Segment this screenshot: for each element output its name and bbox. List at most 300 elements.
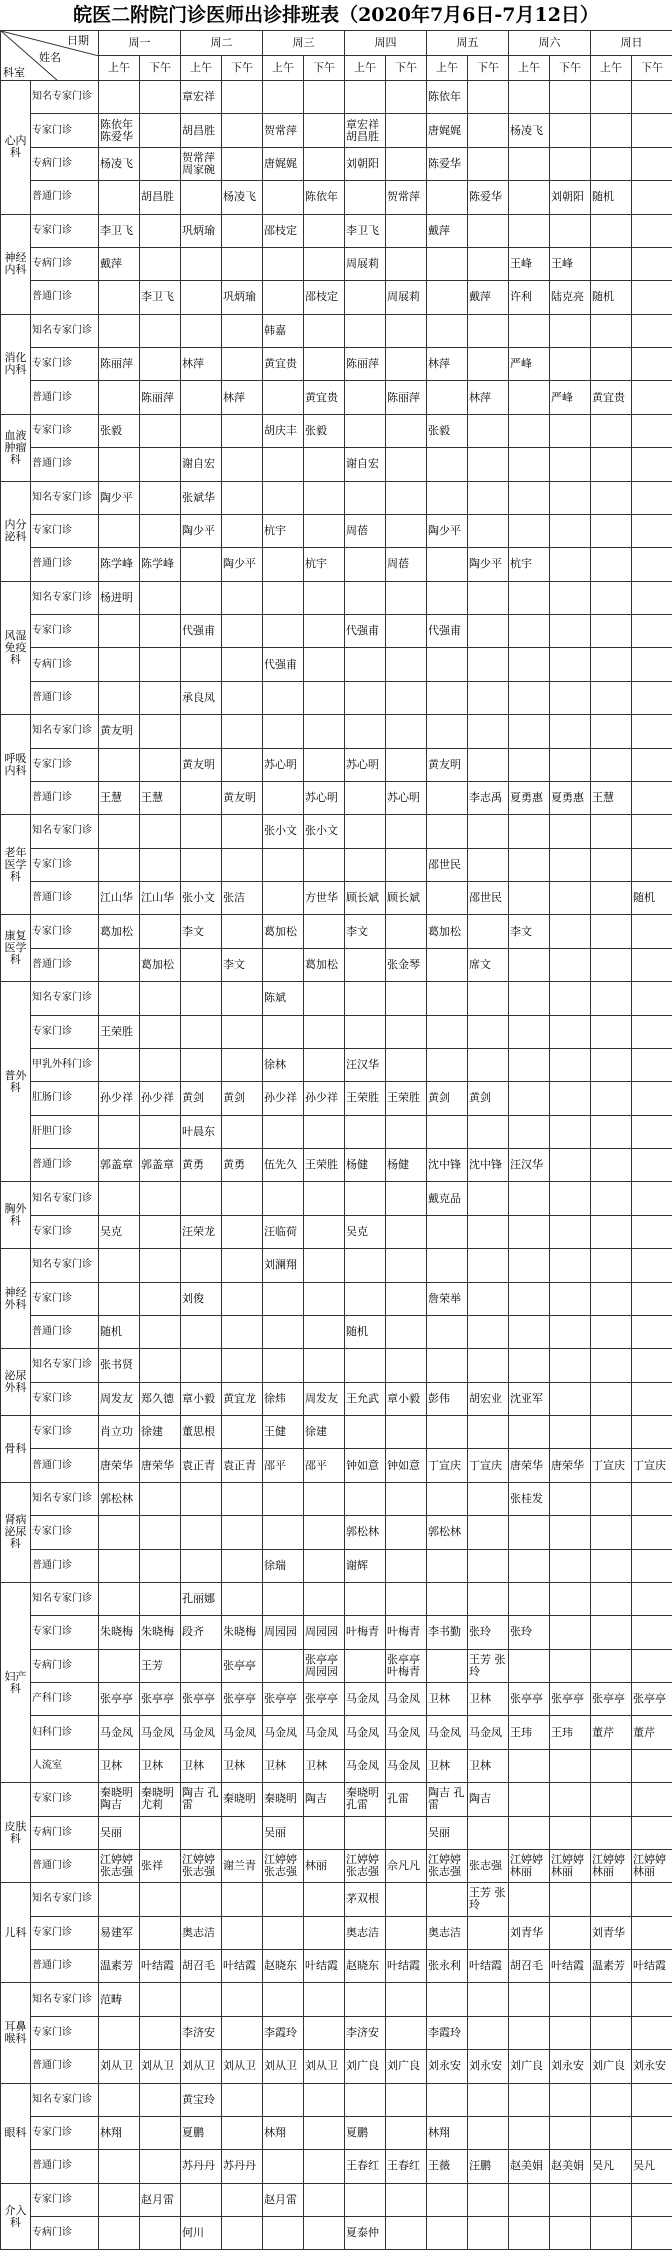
doctor-cell: 秦晓明 孔雷 <box>345 1783 386 1816</box>
doctor-cell <box>591 748 632 781</box>
doctor-cell: 顾长斌 <box>345 882 386 915</box>
doctor-cell: 胡召毛 <box>181 1950 222 1983</box>
doctor-cell <box>591 2217 632 2250</box>
doctor-cell <box>386 81 427 114</box>
table-row <box>1 1382 672 1415</box>
doctor-cell <box>550 615 591 648</box>
clinic-type: 专家门诊 <box>31 1282 99 1315</box>
doctor-cell: 李霞玲 <box>427 2016 468 2049</box>
doctor-cell <box>222 1816 263 1849</box>
doctor-cell <box>591 2116 632 2149</box>
doctor-cell <box>509 848 550 881</box>
doctor-cell <box>386 748 427 781</box>
clinic-type: 知名专家门诊 <box>31 1482 99 1515</box>
clinic-type: 普通门诊 <box>31 1315 99 1348</box>
doctor-cell <box>263 1916 304 1949</box>
doctor-cell <box>140 648 181 681</box>
department-name: 风湿免疫科 <box>1 581 31 715</box>
doctor-cell <box>468 114 509 147</box>
doctor-cell <box>632 214 672 247</box>
doctor-cell: 叶结霞 <box>140 1950 181 1983</box>
table-row <box>1 1883 672 1916</box>
doctor-cell <box>222 1115 263 1148</box>
doctor-cell <box>591 1048 632 1081</box>
table-row <box>1 247 672 280</box>
doctor-cell: 陈丽萍 <box>140 381 181 414</box>
department-name: 介入科 <box>1 2183 31 2250</box>
doctor-cell: 范畴 <box>99 1983 140 2016</box>
doctor-cell: 王允武 <box>345 1382 386 1415</box>
doctor-cell: 叶结霞 <box>304 1950 345 1983</box>
doctor-cell <box>591 1249 632 1282</box>
doctor-cell <box>263 448 304 481</box>
doctor-cell: 杨凌飞 <box>222 181 263 214</box>
doctor-cell: 江山华 <box>99 882 140 915</box>
doctor-cell <box>427 882 468 915</box>
doctor-cell <box>140 414 181 447</box>
doctor-cell: 江婷婷 张志强 <box>427 1849 468 1882</box>
doctor-cell <box>509 214 550 247</box>
doctor-cell <box>304 1115 345 1148</box>
doctor-cell <box>263 2083 304 2116</box>
table-row <box>1 2083 672 2116</box>
doctor-cell: 徐炜 <box>263 1382 304 1415</box>
doctor-cell <box>304 982 345 1015</box>
doctor-cell <box>222 481 263 514</box>
doctor-cell: 王芳 张玲 <box>468 1649 509 1682</box>
table-row <box>1 448 672 481</box>
doctor-cell <box>99 1582 140 1615</box>
doctor-cell: 刘永安 <box>550 2050 591 2083</box>
doctor-cell <box>386 1015 427 1048</box>
doctor-cell <box>386 815 427 848</box>
doctor-cell: 马金凤 <box>386 1749 427 1782</box>
doctor-cell <box>509 1649 550 1682</box>
doctor-cell <box>509 715 550 748</box>
header-corner <box>1 31 99 81</box>
department-name: 内分泌科 <box>1 481 31 581</box>
doctor-cell <box>140 1215 181 1248</box>
doctor-cell: 张小文 <box>304 815 345 848</box>
clinic-type: 专家门诊 <box>31 848 99 881</box>
doctor-cell: 张金琴 <box>386 948 427 981</box>
clinic-type: 肝胆门诊 <box>31 1115 99 1148</box>
doctor-cell: 代强甫 <box>263 648 304 681</box>
doctor-cell <box>386 348 427 381</box>
doctor-cell: 林萍 <box>181 348 222 381</box>
day-header: 周四 <box>345 31 427 56</box>
doctor-cell: 苏丹丹 <box>222 2150 263 2183</box>
doctor-cell: 王峰 <box>550 247 591 280</box>
doctor-cell: 代强甫 <box>427 615 468 648</box>
doctor-cell <box>222 1983 263 2016</box>
doctor-cell <box>591 1816 632 1849</box>
doctor-cell <box>222 514 263 547</box>
doctor-cell <box>345 581 386 614</box>
table-row <box>1 1115 672 1148</box>
doctor-cell <box>509 2217 550 2250</box>
doctor-cell: 章宏祥 胡昌胜 <box>345 114 386 147</box>
doctor-cell: 江婷婷 林丽 <box>509 1849 550 1882</box>
doctor-cell: 承良凤 <box>181 681 222 714</box>
pm-header: 下午 <box>386 56 427 81</box>
doctor-cell <box>222 748 263 781</box>
clinic-type: 专家门诊 <box>31 1382 99 1415</box>
doctor-cell <box>509 514 550 547</box>
doctor-cell <box>386 1315 427 1348</box>
doctor-cell <box>386 2083 427 2116</box>
doctor-cell <box>386 2016 427 2049</box>
department-name: 老年医学科 <box>1 815 31 915</box>
doctor-cell <box>550 1149 591 1182</box>
doctor-cell: 陶吉 孔雷 <box>181 1783 222 1816</box>
doctor-cell <box>222 915 263 948</box>
name-label: 姓名 <box>39 51 61 64</box>
doctor-cell <box>550 2183 591 2216</box>
doctor-cell <box>632 1015 672 1048</box>
doctor-cell <box>345 1983 386 2016</box>
doctor-cell <box>550 982 591 1015</box>
doctor-cell: 李文 <box>509 915 550 948</box>
table-row <box>1 81 672 114</box>
doctor-cell: 胡昌胜 <box>140 181 181 214</box>
doctor-cell: 贺常萍 <box>386 181 427 214</box>
doctor-cell <box>140 2150 181 2183</box>
doctor-cell <box>550 1549 591 1582</box>
doctor-cell: 赵月雷 <box>263 2183 304 2216</box>
doctor-cell <box>632 1983 672 2016</box>
doctor-cell <box>263 548 304 581</box>
doctor-cell <box>632 581 672 614</box>
table-row <box>1 1649 672 1682</box>
table-row <box>1 1048 672 1081</box>
doctor-cell: 江婷婷 林丽 <box>550 1849 591 1882</box>
doctor-cell: 陆克亮 <box>550 281 591 314</box>
doctor-cell <box>140 448 181 481</box>
doctor-cell: 徐建 <box>140 1416 181 1449</box>
doctor-cell <box>509 1516 550 1549</box>
doctor-cell <box>99 1115 140 1148</box>
doctor-cell <box>550 1616 591 1649</box>
doctor-cell <box>386 715 427 748</box>
doctor-cell <box>632 1115 672 1148</box>
doctor-cell <box>304 748 345 781</box>
doctor-cell <box>99 2150 140 2183</box>
doctor-cell <box>468 715 509 748</box>
doctor-cell: 胡召毛 <box>509 1950 550 1983</box>
table-row <box>1 1816 672 1849</box>
doctor-cell: 何川 <box>181 2217 222 2250</box>
doctor-cell <box>345 1416 386 1449</box>
doctor-cell <box>591 448 632 481</box>
doctor-cell <box>591 1983 632 2016</box>
doctor-cell: 葛加松 <box>99 915 140 948</box>
clinic-type: 普通门诊 <box>31 1149 99 1182</box>
doctor-cell <box>263 781 304 814</box>
table-row <box>1 1516 672 1549</box>
doctor-cell <box>468 848 509 881</box>
doctor-cell <box>632 114 672 147</box>
doctor-cell <box>550 1749 591 1782</box>
doctor-cell <box>386 1582 427 1615</box>
doctor-cell: 刘从卫 <box>99 2050 140 2083</box>
doctor-cell: 叶结霞 <box>550 1950 591 1983</box>
doctor-cell: 贺常萍 <box>263 114 304 147</box>
doctor-cell <box>181 848 222 881</box>
doctor-cell <box>427 1349 468 1382</box>
doctor-cell <box>222 1549 263 1582</box>
doctor-cell <box>181 314 222 347</box>
table-row <box>1 1149 672 1182</box>
doctor-cell: 周展莉 <box>345 247 386 280</box>
doctor-cell <box>632 2083 672 2116</box>
table-row <box>1 1916 672 1949</box>
doctor-cell <box>181 648 222 681</box>
day-header: 周一 <box>99 31 181 56</box>
doctor-cell <box>99 1182 140 1215</box>
doctor-cell: 丁宣庆 <box>468 1449 509 1482</box>
doctor-cell <box>181 1048 222 1081</box>
clinic-type: 普通门诊 <box>31 2050 99 2083</box>
clinic-type: 普通门诊 <box>31 882 99 915</box>
doctor-cell <box>509 181 550 214</box>
doctor-cell <box>140 748 181 781</box>
doctor-cell <box>222 2217 263 2250</box>
doctor-cell: 孙少祥 <box>99 1082 140 1115</box>
doctor-cell <box>140 348 181 381</box>
doctor-cell <box>140 1983 181 2016</box>
table-row <box>1 915 672 948</box>
doctor-cell: 王荣胜 <box>304 1149 345 1182</box>
doctor-cell: 张小文 <box>181 882 222 915</box>
doctor-cell: 夏鹏 <box>181 2116 222 2149</box>
doctor-cell <box>181 281 222 314</box>
doctor-cell <box>468 514 509 547</box>
doctor-cell <box>99 1549 140 1582</box>
table-row <box>1 381 672 414</box>
doctor-cell <box>345 481 386 514</box>
doctor-cell <box>427 1215 468 1248</box>
doctor-cell <box>632 815 672 848</box>
table-row <box>1 715 672 748</box>
doctor-cell <box>140 1549 181 1582</box>
doctor-cell <box>591 948 632 981</box>
doctor-cell: 陈爱华 <box>427 147 468 180</box>
doctor-cell <box>468 1282 509 1315</box>
doctor-cell <box>468 815 509 848</box>
doctor-cell <box>468 1416 509 1449</box>
doctor-cell <box>468 2217 509 2250</box>
doctor-cell <box>345 2083 386 2116</box>
doctor-cell <box>386 615 427 648</box>
clinic-type: 专家门诊 <box>31 214 99 247</box>
doctor-cell: 秦晓明 陶吉 <box>99 1783 140 1816</box>
doctor-cell <box>468 2183 509 2216</box>
doctor-cell <box>591 348 632 381</box>
doctor-cell <box>591 1315 632 1348</box>
doctor-cell <box>632 2016 672 2049</box>
doctor-cell: 江婷婷 张志强 <box>263 1849 304 1882</box>
table-row <box>1 281 672 314</box>
table-row <box>1 1015 672 1048</box>
doctor-cell: 李济安 <box>181 2016 222 2049</box>
doctor-cell: 叶梅青 <box>345 1616 386 1649</box>
doctor-cell: 唐荣华 <box>99 1449 140 1482</box>
doctor-cell <box>304 1315 345 1348</box>
doctor-cell <box>345 681 386 714</box>
doctor-cell <box>509 2083 550 2116</box>
doctor-cell: 刘广良 <box>509 2050 550 2083</box>
doctor-cell: 孙少祥 <box>304 1082 345 1115</box>
doctor-cell <box>304 1282 345 1315</box>
doctor-cell <box>427 314 468 347</box>
doctor-cell: 温素芳 <box>591 1950 632 1983</box>
doctor-cell <box>632 147 672 180</box>
clinic-type: 知名专家门诊 <box>31 982 99 1015</box>
doctor-cell: 江婷婷 张志强 <box>345 1849 386 1882</box>
doctor-cell <box>140 1048 181 1081</box>
doctor-cell: 叶结霞 <box>632 1950 672 1983</box>
doctor-cell <box>222 1282 263 1315</box>
doctor-cell: 张亭亭 <box>99 1683 140 1716</box>
doctor-cell <box>140 214 181 247</box>
doctor-cell: 王慧 <box>591 781 632 814</box>
doctor-cell: 陶吉 <box>468 1783 509 1816</box>
table-row <box>1 1082 672 1115</box>
doctor-cell: 张亭亭 <box>550 1683 591 1716</box>
doctor-cell: 随机 <box>591 281 632 314</box>
doctor-cell <box>222 2116 263 2149</box>
doctor-cell <box>591 414 632 447</box>
doctor-cell: 丁宣庆 <box>632 1449 672 1482</box>
doctor-cell <box>509 681 550 714</box>
doctor-cell <box>140 1182 181 1215</box>
doctor-cell <box>263 181 304 214</box>
doctor-cell <box>263 715 304 748</box>
doctor-cell: 邵枝定 <box>263 214 304 247</box>
table-row <box>1 581 672 614</box>
doctor-cell <box>222 1182 263 1215</box>
doctor-cell: 赵美娟 <box>509 2150 550 2183</box>
doctor-cell <box>181 2183 222 2216</box>
doctor-cell: 孙少祥 <box>140 1082 181 1115</box>
doctor-cell: 席文 <box>468 948 509 981</box>
clinic-type: 专病门诊 <box>31 147 99 180</box>
doctor-cell: 黄友明 <box>181 748 222 781</box>
doctor-cell: 奥志洁 <box>181 1916 222 1949</box>
doctor-cell <box>591 648 632 681</box>
doctor-cell <box>345 1349 386 1382</box>
doctor-cell: 董思根 <box>181 1416 222 1449</box>
doctor-cell: 刘广良 <box>386 2050 427 2083</box>
doctor-cell <box>99 748 140 781</box>
dept-label: 科室 <box>3 66 25 79</box>
doctor-cell <box>386 414 427 447</box>
doctor-cell: 易建军 <box>99 1916 140 1949</box>
doctor-cell <box>509 615 550 648</box>
doctor-cell: 随机 <box>345 1315 386 1348</box>
doctor-cell: 朱晓梅 <box>99 1616 140 1649</box>
doctor-cell: 叶晨东 <box>181 1115 222 1148</box>
doctor-cell: 韩嘉 <box>263 314 304 347</box>
doctor-cell: 陶吉 <box>304 1783 345 1816</box>
doctor-cell <box>386 1048 427 1081</box>
doctor-cell <box>181 1015 222 1048</box>
doctor-cell <box>304 1983 345 2016</box>
table-row <box>1 615 672 648</box>
doctor-cell: 张永利 <box>427 1950 468 1983</box>
doctor-cell <box>632 2183 672 2216</box>
doctor-cell <box>468 214 509 247</box>
doctor-cell <box>99 1883 140 1916</box>
doctor-cell: 葛加松 <box>427 915 468 948</box>
doctor-cell <box>345 81 386 114</box>
doctor-cell: 马金凤 <box>99 1716 140 1749</box>
doctor-cell: 张亭亭 <box>304 1683 345 1716</box>
doctor-cell <box>468 1249 509 1282</box>
doctor-cell <box>99 81 140 114</box>
doctor-cell <box>304 715 345 748</box>
table-row <box>1 1683 672 1716</box>
doctor-cell <box>304 348 345 381</box>
department-name: 儿科 <box>1 1883 31 1983</box>
doctor-cell: 黄勇 <box>181 1149 222 1182</box>
doctor-cell <box>550 848 591 881</box>
doctor-cell <box>591 2083 632 2116</box>
doctor-cell: 刘从卫 <box>181 2050 222 2083</box>
doctor-cell: 刘从卫 <box>140 2050 181 2083</box>
doctor-cell <box>263 882 304 915</box>
doctor-cell: 杨凌飞 <box>99 147 140 180</box>
doctor-cell: 周发友 <box>99 1382 140 1415</box>
doctor-cell: 陈丽萍 <box>386 381 427 414</box>
doctor-cell <box>427 1582 468 1615</box>
doctor-cell <box>427 948 468 981</box>
doctor-cell: 刘朝阳 <box>550 181 591 214</box>
doctor-cell <box>345 314 386 347</box>
doctor-cell: 佘凡凡 <box>386 1849 427 1882</box>
department-name: 骨科 <box>1 1416 31 1483</box>
doctor-cell <box>591 114 632 147</box>
doctor-cell: 唐荣华 <box>509 1449 550 1482</box>
doctor-cell <box>263 1182 304 1215</box>
doctor-cell: 黄友明 <box>427 748 468 781</box>
doctor-cell <box>509 381 550 414</box>
doctor-cell: 陶少平 <box>222 548 263 581</box>
doctor-cell <box>304 2116 345 2149</box>
doctor-cell <box>304 81 345 114</box>
doctor-cell <box>591 1182 632 1215</box>
doctor-cell: 马金凤 <box>386 1683 427 1716</box>
doctor-cell <box>427 448 468 481</box>
doctor-cell <box>386 147 427 180</box>
doctor-cell <box>345 715 386 748</box>
doctor-cell: 王薇 <box>427 2150 468 2183</box>
doctor-cell <box>222 1249 263 1282</box>
clinic-type: 普通门诊 <box>31 948 99 981</box>
doctor-cell <box>181 1649 222 1682</box>
doctor-cell <box>550 147 591 180</box>
clinic-type: 专病门诊 <box>31 247 99 280</box>
doctor-cell: 李文 <box>181 915 222 948</box>
doctor-cell <box>632 1082 672 1115</box>
doctor-cell <box>140 1349 181 1382</box>
doctor-cell <box>427 1649 468 1682</box>
doctor-cell <box>263 1349 304 1382</box>
doctor-cell <box>509 1582 550 1615</box>
doctor-cell <box>263 848 304 881</box>
doctor-cell: 卫林 <box>468 1683 509 1716</box>
